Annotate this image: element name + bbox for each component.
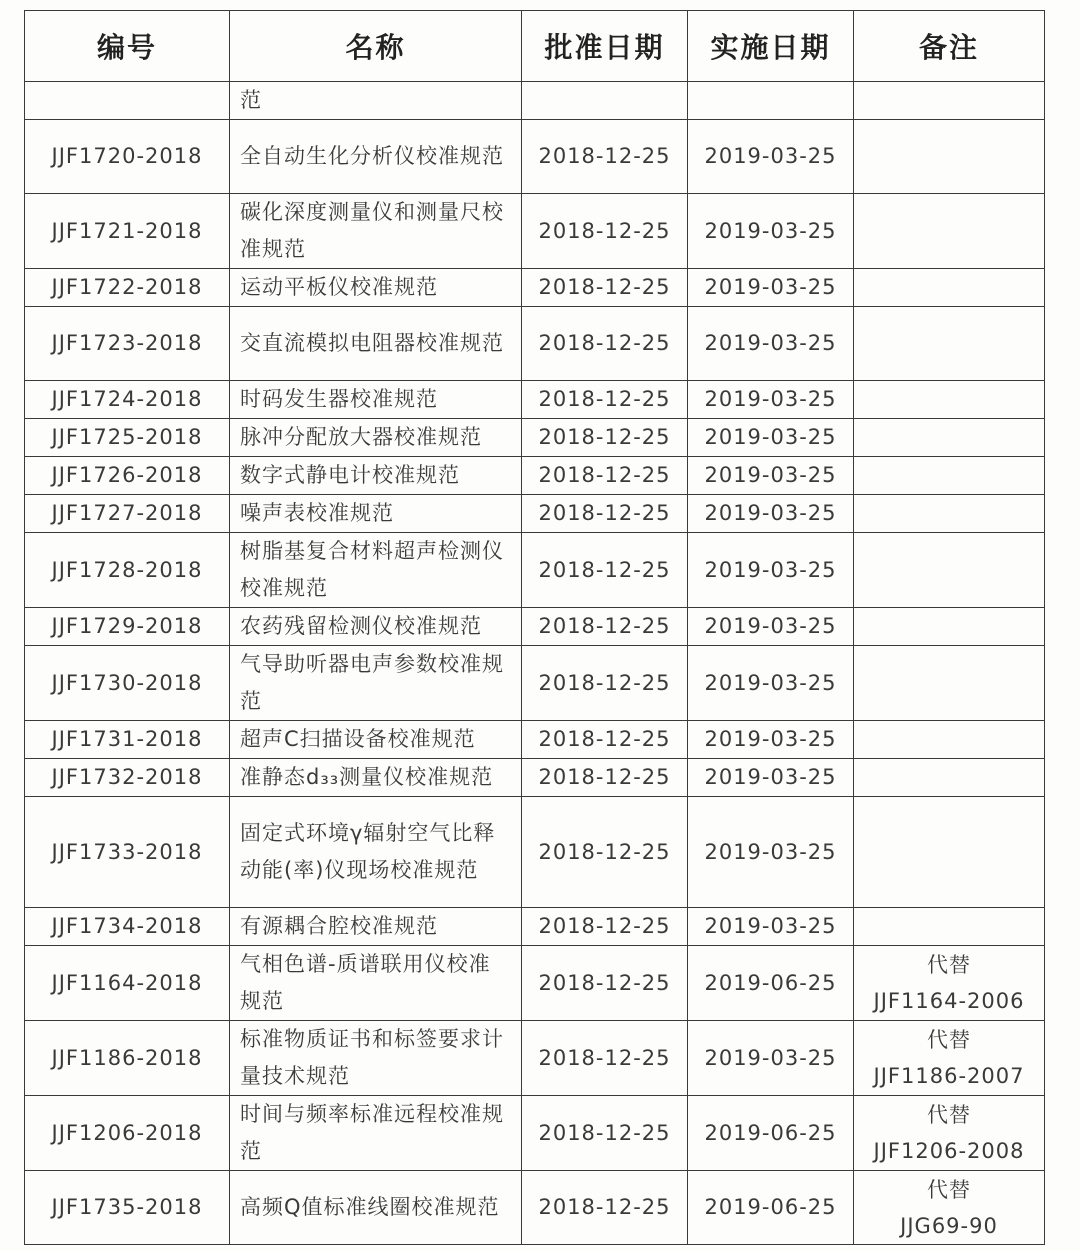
implementation-date: 2019-03-25: [688, 495, 854, 533]
standard-name: 气导助听器电声参数校准规范: [230, 646, 522, 721]
standard-name: 交直流模拟电阻器校准规范: [230, 307, 522, 381]
standard-name: 超声C扫描设备校准规范: [230, 721, 522, 759]
remark-cell: [854, 646, 1045, 721]
remark-cell: [854, 797, 1045, 908]
implementation-date: 2019-03-25: [688, 269, 854, 307]
standard-name: 准静态d₃₃测量仪校准规范: [230, 759, 522, 797]
remark-cell: [854, 533, 1045, 608]
implementation-date: 2019-03-25: [688, 120, 854, 194]
table-row: [25, 419, 1045, 457]
remark-cell: [854, 1096, 1045, 1171]
approval-date: 2018-12-25: [522, 608, 688, 646]
standard-code: JJF1732-2018: [25, 759, 230, 797]
remark-cell: [854, 269, 1045, 307]
approval-date: 2018-12-25: [522, 946, 688, 1021]
standard-code: JJF1730-2018: [25, 646, 230, 721]
standard-name: 高频Q值标准线圈校准规范: [230, 1171, 522, 1245]
remark-cell: [854, 82, 1045, 120]
implementation-date: 2019-06-25: [688, 946, 854, 1021]
approval-date: 2018-12-25: [522, 495, 688, 533]
implementation-date: 2019-03-25: [688, 307, 854, 381]
table-row: [25, 608, 1045, 646]
approval-date: 2018-12-25: [522, 120, 688, 194]
table-row: [25, 82, 1045, 120]
remark-cell: [854, 1171, 1045, 1245]
standards-table: [24, 10, 1045, 1245]
header-code: 编号: [25, 11, 230, 82]
remark-cell: [854, 721, 1045, 759]
approval-date: 2018-12-25: [522, 307, 688, 381]
table-header: [25, 11, 1045, 82]
standard-name: 时间与频率标准远程校准规范: [230, 1096, 522, 1171]
table-row: [25, 457, 1045, 495]
header-remarks: 备注: [854, 11, 1045, 82]
standard-code: JJF1727-2018: [25, 495, 230, 533]
standard-name: 固定式环境γ辐射空气比释动能(率)仪现场校准规范: [230, 797, 522, 908]
table-row: [25, 269, 1045, 307]
implementation-date: 2019-03-25: [688, 1021, 854, 1096]
table-row: [25, 1171, 1045, 1245]
approval-date: 2018-12-25: [522, 269, 688, 307]
remark-cell: [854, 419, 1045, 457]
standard-name: 数字式静电计校准规范: [230, 457, 522, 495]
standard-code: JJF1186-2018: [25, 1021, 230, 1096]
standard-code: JJF1206-2018: [25, 1096, 230, 1171]
standard-name: 标准物质证书和标签要求计量技术规范: [230, 1021, 522, 1096]
implementation-date: 2019-06-25: [688, 1171, 854, 1245]
remark-cell: [854, 194, 1045, 269]
implementation-date: 2019-03-25: [688, 533, 854, 608]
implementation-date: 2019-03-25: [688, 457, 854, 495]
implementation-date: 2019-03-25: [688, 419, 854, 457]
header-row: [25, 11, 1045, 82]
table-row: [25, 307, 1045, 381]
implementation-date: 2019-03-25: [688, 759, 854, 797]
remark-cell: [854, 495, 1045, 533]
approval-date: 2018-12-25: [522, 1171, 688, 1245]
implementation-date: 2019-03-25: [688, 608, 854, 646]
table-row: [25, 759, 1045, 797]
approval-date: 2018-12-25: [522, 1096, 688, 1171]
standard-name: 气相色谱-质谱联用仪校准规范: [230, 946, 522, 1021]
approval-date: 2018-12-25: [522, 457, 688, 495]
implementation-date: 2019-06-25: [688, 1096, 854, 1171]
approval-date: 2018-12-25: [522, 194, 688, 269]
standard-code: JJF1729-2018: [25, 608, 230, 646]
table-row: [25, 797, 1045, 908]
table-row: [25, 946, 1045, 1021]
implementation-date: [688, 82, 854, 120]
remark-cell: [854, 120, 1045, 194]
standard-name: 脉冲分配放大器校准规范: [230, 419, 522, 457]
approval-date: 2018-12-25: [522, 533, 688, 608]
standard-code: JJF1734-2018: [25, 908, 230, 946]
standard-code: JJF1721-2018: [25, 194, 230, 269]
standard-code: JJF1723-2018: [25, 307, 230, 381]
standard-code: JJF1731-2018: [25, 721, 230, 759]
remark-replaced-code: JJG69-90: [900, 1213, 998, 1238]
table-row: [25, 194, 1045, 269]
standard-name: 有源耦合腔校准规范: [230, 908, 522, 946]
standard-name: 范: [230, 82, 522, 120]
table-row: [25, 1096, 1045, 1171]
remark-replaces-label: 代替: [927, 1103, 971, 1127]
table-row: [25, 721, 1045, 759]
header-name: 名称: [230, 11, 522, 82]
standard-code: JJF1728-2018: [25, 533, 230, 608]
approval-date: 2018-12-25: [522, 646, 688, 721]
standard-code: JJF1722-2018: [25, 269, 230, 307]
standard-code: JJF1726-2018: [25, 457, 230, 495]
table-row: [25, 495, 1045, 533]
standard-name: 时码发生器校准规范: [230, 381, 522, 419]
approval-date: 2018-12-25: [522, 381, 688, 419]
standard-name: 碳化深度测量仪和测量尺校准规范: [230, 194, 522, 269]
implementation-date: 2019-03-25: [688, 908, 854, 946]
standard-code: JJF1724-2018: [25, 381, 230, 419]
standard-name: 树脂基复合材料超声检测仪校准规范: [230, 533, 522, 608]
table-body: [25, 82, 1045, 1245]
header-approval-date: 批准日期: [522, 11, 688, 82]
remark-cell: [854, 759, 1045, 797]
table-row: [25, 533, 1045, 608]
approval-date: 2018-12-25: [522, 1021, 688, 1096]
remark-cell: [854, 381, 1045, 419]
implementation-date: 2019-03-25: [688, 646, 854, 721]
approval-date: 2018-12-25: [522, 419, 688, 457]
standard-code: JJF1720-2018: [25, 120, 230, 194]
remark-replaced-code: JJF1164-2006: [873, 989, 1025, 1013]
approval-date: 2018-12-25: [522, 721, 688, 759]
remark-replaced-code: JJF1206-2008: [873, 1139, 1025, 1163]
remark-replaces-label: 代替: [927, 1028, 971, 1052]
table-row: [25, 1021, 1045, 1096]
remark-cell: [854, 908, 1045, 946]
approval-date: 2018-12-25: [522, 797, 688, 908]
table-row: [25, 646, 1045, 721]
remark-cell: [854, 457, 1045, 495]
remark-replaced-code: JJF1186-2007: [873, 1064, 1025, 1088]
approval-date: 2018-12-25: [522, 908, 688, 946]
standard-name: 运动平板仪校准规范: [230, 269, 522, 307]
approval-date: 2018-12-25: [522, 759, 688, 797]
standard-code: JJF1735-2018: [25, 1171, 230, 1245]
table-row: [25, 381, 1045, 419]
standard-code: JJF1725-2018: [25, 419, 230, 457]
remark-cell: [854, 307, 1045, 381]
remark-replaces-label: 代替: [927, 953, 971, 977]
approval-date: [522, 82, 688, 120]
standard-code: [25, 82, 230, 120]
remark-cell: [854, 946, 1045, 1021]
implementation-date: 2019-03-25: [688, 797, 854, 908]
implementation-date: 2019-03-25: [688, 194, 854, 269]
implementation-date: 2019-03-25: [688, 721, 854, 759]
remark-cell: [854, 1021, 1045, 1096]
header-implementation-date: 实施日期: [688, 11, 854, 82]
standard-name: 噪声表校准规范: [230, 495, 522, 533]
implementation-date: 2019-03-25: [688, 381, 854, 419]
remark-replaces-label: 代替: [927, 1177, 971, 1202]
standard-name: 全自动生化分析仪校准规范: [230, 120, 522, 194]
standard-code: JJF1733-2018: [25, 797, 230, 908]
table-row: [25, 120, 1045, 194]
standard-name: 农药残留检测仪校准规范: [230, 608, 522, 646]
table-row: [25, 908, 1045, 946]
remark-cell: [854, 608, 1045, 646]
standard-code: JJF1164-2018: [25, 946, 230, 1021]
